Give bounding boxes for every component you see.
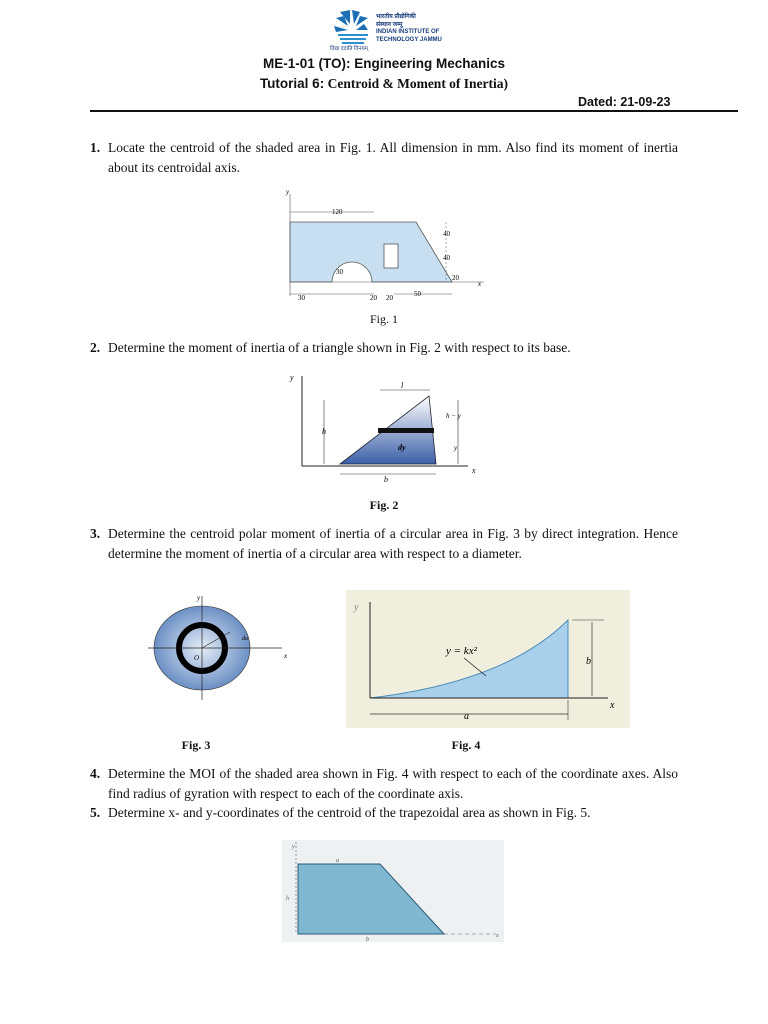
- fig4-b-label: b: [586, 656, 591, 667]
- date-label: Dated: 21-09-23: [578, 95, 671, 109]
- question-text: Determine the MOI of the shaded area shown in Fig. 4 with respect to each of the coordinate axes. Also find radius of gyration with respect to each of the coordinate axis.: [108, 766, 678, 801]
- fig4-a-label: a: [464, 711, 469, 722]
- fig5-h-label: h: [286, 896, 289, 902]
- fig5-b-label: b: [366, 937, 369, 942]
- figure-3: [144, 592, 294, 704]
- header-divider: [90, 110, 738, 112]
- figure-1: [284, 186, 494, 304]
- fig1-shaded-area: [290, 222, 452, 282]
- institute-hindi-line2: संस्थान जम्मू: [376, 21, 403, 28]
- fig2-x-label: x: [472, 466, 476, 475]
- fig2-caption: Fig. 2: [369, 498, 399, 512]
- question-number: 4.: [90, 766, 101, 781]
- fig4-y-label: y: [354, 602, 359, 613]
- course-title: ME-1-01 (TO): Engineering Mechanics: [262, 56, 506, 71]
- fig1-dim-20-b: 20: [386, 294, 393, 302]
- tutorial-topic: Centroid & Moment of Inertia): [327, 76, 509, 91]
- question-text: Determine the moment of inertia of a triangle shown in Fig. 2 with respect to its base.: [108, 340, 571, 355]
- question-number: 5.: [90, 805, 101, 820]
- fig2-y-label: y: [290, 373, 294, 382]
- fig1-dim-20-a: 20: [370, 294, 377, 302]
- fig5-y-label: y: [292, 844, 295, 850]
- question-number: 1.: [90, 140, 101, 155]
- question-text: Determine the centroid polar moment of inertia of a circular area in Fig. 3 by direct integration. Hence determine the moment of inertia of a circular area with respect to a diameter.: [108, 526, 678, 561]
- fig2-b-label: b: [384, 475, 388, 484]
- question-text: Determine x- and y-coordinates of the centroid of the trapezoidal area as shown in Fig. 5.: [108, 805, 591, 820]
- question-text: Locate the centroid of the shaded area in Fig. 1. All dimension in mm. Also find its moment of inertia about its centroidal axis.: [108, 140, 678, 175]
- fig5-x-label: x: [496, 933, 499, 939]
- fig1-dim-40-top: 40: [443, 230, 450, 238]
- fig2-strip: [378, 428, 434, 433]
- fig1-dim-20-right: 20: [452, 274, 459, 282]
- institute-en-line1: INDIAN INSTITUTE OF: [376, 29, 440, 35]
- fig3-y-label: y: [197, 594, 201, 602]
- fig1-cutout: [384, 244, 398, 268]
- fig4-equation: y = kx²: [446, 645, 477, 657]
- fig4-caption: Fig. 4: [451, 738, 481, 752]
- figure-4: [346, 590, 630, 728]
- question-4: [90, 764, 678, 804]
- question-5: [90, 803, 678, 823]
- fig3-du-label: du: [242, 636, 248, 642]
- fig3-origin-label: O: [194, 654, 200, 662]
- question-1: [90, 138, 678, 178]
- fig2-yv-label: y: [454, 444, 458, 452]
- fig1-x-label: x: [478, 280, 482, 288]
- tutorial-label: Tutorial 6:: [259, 76, 325, 91]
- fig3-caption: Fig. 3: [181, 738, 211, 752]
- question-number: 3.: [90, 526, 101, 541]
- fig2-dy-label: dy: [398, 443, 406, 452]
- question-3: [90, 524, 678, 564]
- question-number: 2.: [90, 340, 101, 355]
- fig1-dim-40-mid: 40: [443, 254, 450, 262]
- tutorial-title: [0, 76, 768, 92]
- fig2-l-label: l: [401, 381, 404, 390]
- fig1-y-label: y: [286, 188, 290, 196]
- fig1-dim-50: 50: [414, 290, 421, 298]
- fig2-hy-label: h − y: [446, 412, 461, 420]
- institute-en-line2: TECHNOLOGY JAMMU: [376, 36, 442, 43]
- figure-2: [284, 370, 484, 490]
- fig1-dim-30: 30: [298, 294, 305, 302]
- fig3-x-label: x: [284, 652, 288, 660]
- question-2: [90, 338, 678, 358]
- fig4-x-label: x: [610, 700, 615, 711]
- figure-5: [282, 840, 504, 942]
- institute-hindi-line1: भारतीय प्रौद्योगिकी: [376, 14, 416, 20]
- fig1-dim-120: 120: [332, 208, 343, 216]
- institute-motto: विद्या ददाति विनयम्: [330, 46, 368, 52]
- fig1-dim-30-radius: 30: [336, 268, 343, 276]
- fig5-a-label: a: [336, 858, 339, 864]
- institute-name: [376, 14, 442, 44]
- fig2-h-label: h: [322, 427, 326, 436]
- fig1-caption: Fig. 1: [369, 312, 398, 326]
